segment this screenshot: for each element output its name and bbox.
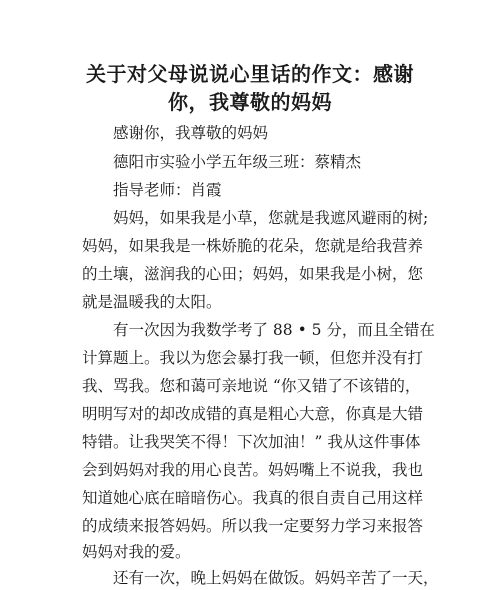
author-line: 德阳市实验小学五年级三班：蔡精杰 xyxy=(113,153,362,171)
teacher-line: 指导老师：肖霞 xyxy=(113,181,222,199)
subtitle-line: 感谢你，我尊敬的妈妈 xyxy=(113,124,269,142)
paragraph-line: 特错。让我哭笑不得！下次加油！” 我从这件事体 xyxy=(82,433,421,451)
paragraph-line: 我、骂我。您和蔼可亲地说 “你又错了不该错的， xyxy=(82,377,421,395)
paragraph-line: 妈妈，如果我是小草，您就是我遮风避雨的树; xyxy=(113,209,429,227)
paragraph-line: 有一次因为我数学考了 88 • 5 分，而且全错在 xyxy=(113,321,435,339)
paragraph-line: 知道她心底在暗暗伤心。我真的很自责自己用这样 xyxy=(82,489,424,507)
article-title-line-2: 你，我尊敬的妈妈 xyxy=(168,90,332,114)
paragraph-line: 就是温暖我的太阳。 xyxy=(82,293,222,311)
paragraph-line: 妈妈对我的爱。 xyxy=(82,543,191,561)
paragraph-line: 的成绩来报答妈妈。所以我一定要努力学习来报答 xyxy=(82,517,424,535)
paragraph-line: 计算题上。我以为您会暴打我一顿，但您并没有打 xyxy=(82,349,424,367)
paragraph-line: 的土壤，滋润我的心田；妈妈，如果我是小树，您 xyxy=(82,265,424,283)
paragraph-line: 妈妈，如果我是一株娇脆的花朵，您就是给我营养 xyxy=(82,237,424,255)
paragraph-line: 还有一次，晚上妈妈在做饭。妈妈辛苦了一天， xyxy=(113,569,439,587)
paragraph-line: 明明写对的却改成错的真是粗心大意，你真是大错 xyxy=(82,405,424,423)
article-title-line-1: 关于对父母说说心里话的作文：感谢 xyxy=(86,62,414,86)
paragraph-line: 会到妈妈对我的用心良苦。妈妈嘴上不说我，我也 xyxy=(82,461,424,479)
